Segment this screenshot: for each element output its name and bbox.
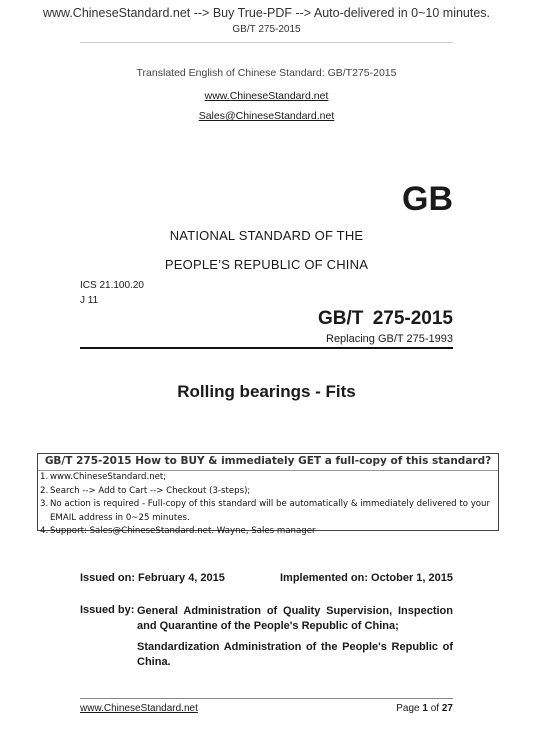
email-link[interactable]: Sales@ChineseStandard.net <box>198 110 335 122</box>
page-of: of <box>427 703 442 714</box>
header-standard-code: GB/T 275-2015 <box>232 24 301 35</box>
header-divider <box>80 42 453 43</box>
implemented-date: Implemented on: October 1, 2015 <box>280 572 453 584</box>
document-title: Rolling bearings - Fits <box>177 382 356 401</box>
replacing-note: Replacing GB/T 275-1993 <box>326 333 453 345</box>
step-text[interactable]: www.ChineseStandard.net; <box>50 472 167 482</box>
issuing-org-1: General Administration of Quality Supervision, Inspection and Quarantine of the People's Republic of China; <box>137 605 453 632</box>
footer-divider <box>80 698 453 699</box>
issuing-org-2: Standardization Administration of the People's Republic of China. <box>137 641 453 668</box>
cover-rule <box>80 347 453 349</box>
buy-box-title: GB/T 275-2015 How to BUY & immediately GET a full-copy of this standard? <box>44 455 492 467</box>
standard-number: GB/T 275-2015 <box>318 308 453 329</box>
step-number: 3. <box>40 499 49 509</box>
site-link-wrap <box>0 86 533 104</box>
page-total: 27 <box>441 703 453 714</box>
email-link-wrap <box>0 106 533 124</box>
page-prefix: Page <box>396 703 423 714</box>
footer-link-wrap <box>80 703 198 714</box>
issued-by-label: Issued by: <box>80 604 135 616</box>
site-link[interactable]: www.ChineseStandard.net <box>204 90 329 102</box>
page-current: 1 <box>422 703 428 714</box>
page-number <box>396 703 453 714</box>
buy-steps-list <box>40 471 494 539</box>
buy-step <box>40 525 494 539</box>
national-standard-line2: PEOPLE’S REPUBLIC OF CHINA <box>164 257 369 272</box>
translation-note: Translated English of Chinese Standard: GB/T275-2015 <box>136 67 397 79</box>
issued-date: Issued on: February 4, 2015 <box>80 572 225 584</box>
step-text[interactable]: Support: Sales@ChineseStandard.net. Wayne, Sales manager <box>50 526 316 536</box>
buy-step <box>40 485 494 499</box>
ics-code: ICS 21.100.20 <box>80 280 144 291</box>
footer-site-link[interactable]: www.ChineseStandard.net <box>80 703 198 714</box>
step-number: 1. <box>40 472 49 482</box>
national-standard-line1: NATIONAL STANDARD OF THE <box>169 228 364 243</box>
buy-step <box>40 471 494 485</box>
step-text: No action is required - Full-copy of this standard will be automatically & immediately delivered to your EMAIL address in 0~25 minutes. <box>50 499 491 523</box>
buy-info-box <box>37 453 499 536</box>
gb-mark: GB <box>402 180 453 218</box>
step-number: 4. <box>40 526 49 536</box>
buy-step <box>40 498 494 525</box>
issued-by-orgs <box>137 604 453 676</box>
promo-banner: www.ChineseStandard.net --> Buy True-PDF --> Auto-delivered in 0~10 minutes. <box>42 6 491 20</box>
step-number: 2. <box>40 485 49 496</box>
ccs-code: J 11 <box>80 295 99 306</box>
step-text: Search --> Add to Cart --> Checkout (3-steps); <box>50 485 251 496</box>
